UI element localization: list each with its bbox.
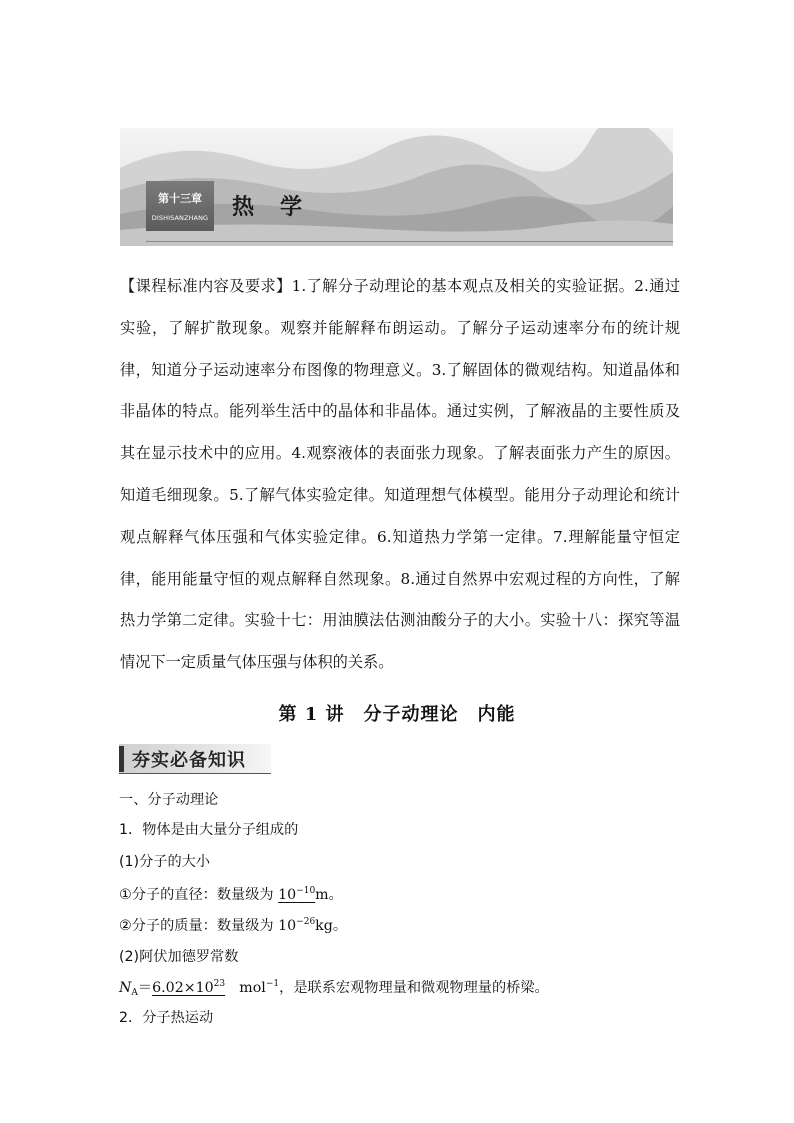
content-item-2: 2．分子热运动 — [119, 1010, 214, 1026]
chapter-tag — [146, 181, 214, 231]
chapter-title: 热学 — [232, 195, 329, 220]
section-heading-bar — [119, 746, 124, 772]
section-heading — [119, 744, 271, 774]
banner-divider — [146, 241, 673, 242]
chapter-pinyin: DISHISANZHANG — [151, 214, 209, 222]
content-item-1: 1．物体是由大量分子组成的 — [119, 822, 299, 838]
content-avogadro-line: $N_A=6.02\times 10^{23}$ mol$^{-1}$，是联系宏观物理量和微观物理量的桥梁。 — [119, 979, 549, 998]
avogadro-suffix: ，是联系宏观物理量和微观物理量的桥梁。 — [279, 980, 549, 996]
chapter-label: 第十三章 — [158, 192, 202, 205]
mass-unit: kg — [315, 918, 333, 934]
curriculum-requirements — [120, 266, 680, 684]
section-heading-text: 夯实必备知识 — [132, 750, 246, 771]
content-subitem-size: (1)分子的大小 — [119, 854, 211, 870]
content-diameter-line: ①分子的直径：数量级为 $10^{-10}m$。 — [119, 886, 343, 903]
diameter-unit: m — [315, 887, 329, 903]
avogadro-symbol: N — [119, 980, 132, 996]
lesson-title: 第 1 讲 分子动理论 内能 — [278, 704, 516, 725]
avogadro-value: $6.02\times 10^{23}$ — [152, 979, 226, 996]
avogadro-unit: mol$^{-1}$ — [225, 979, 280, 996]
content-heading-molecular-theory: 一、分子动理论 — [119, 792, 219, 808]
mass-prefix: ②分子的质量：数量级为 — [119, 918, 279, 934]
requirements-label: 【课程标准内容及要求】 — [120, 277, 292, 295]
requirements-body: 1.了解分子动理论的基本观点及相关的实验证据。2.通过实验，了解扩散现象。观察并能解释布朗运动。了解分子运动速率分布的统计规律，知道分子运动速率分布图像的物理意义。3.了解固体的微观结构。知道晶体和非晶体的特点。能列举生活中的晶体和非晶体。通过实例，了解液晶的主要性质及其在显示技术中的应用。4.观察液体的表面张力现象。了解表面张力产生的原因。知道毛细现象。5.了解气体实验定律。知道理想气体模型。能用分子动理论和统计观点解释气体压强和气体实验定律。6.知道热力学第一定律。7.理解能量守恒定律，能用能量守恒的观点解释自然现象。8.通过自然界中宏观过程的方向性，了解热力学第二定律。实验十七：用油膜法估测油酸分子的大小。实验十八：探究等温情况下一定质量气体压强与体积的关系。 — [120, 277, 681, 672]
diameter-prefix: ①分子的直径：数量级为 — [119, 887, 279, 903]
mass-value: $10^{-26}$ — [278, 917, 316, 934]
content-mass-line: ②分子的质量：数量级为 $10^{-26}kg$。 — [119, 917, 348, 934]
content-subitem-avogadro: (2)阿伏加德罗常数 — [119, 949, 239, 965]
diameter-value: $10^{-10}$ — [278, 886, 316, 903]
